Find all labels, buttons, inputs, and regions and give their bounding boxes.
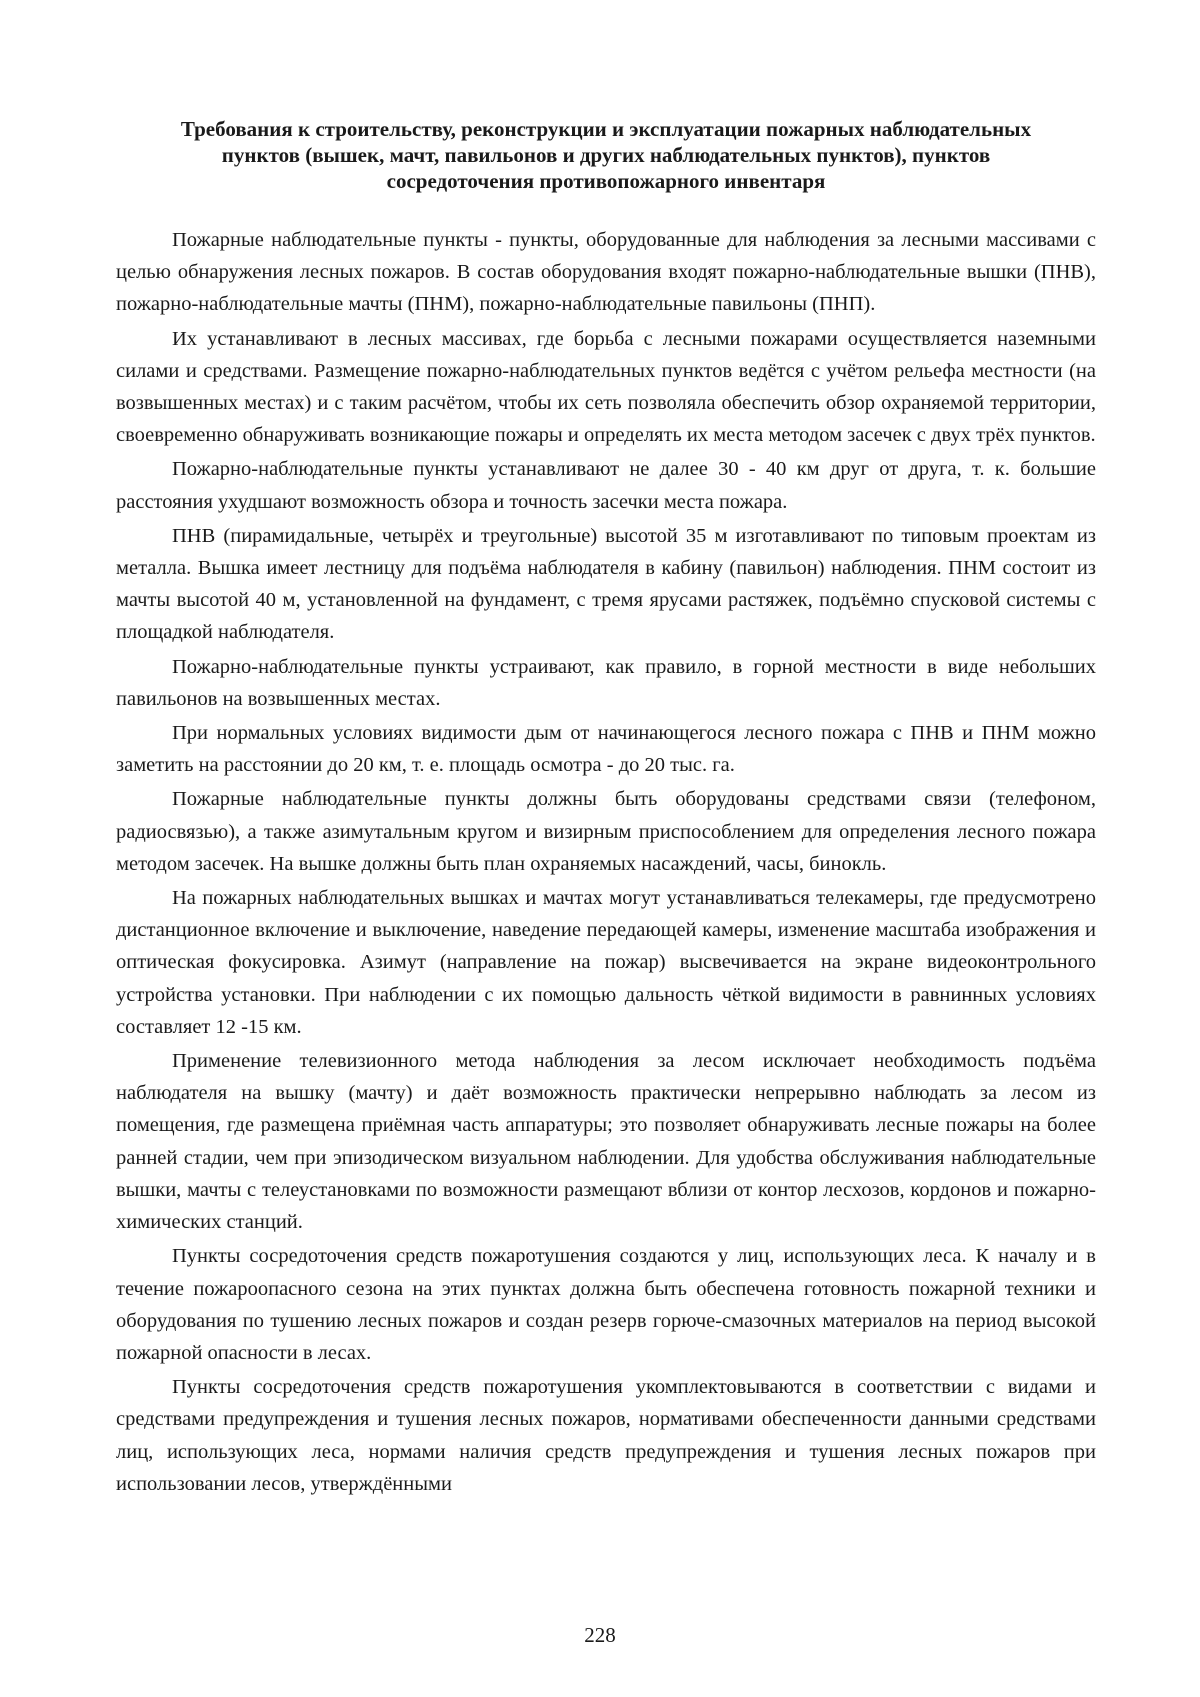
paragraph: На пожарных наблюдательных вышках и мачтах могут устанавливаться телекамеры, где предусмотрено дистанционное включение и выключение, наведение передающей камеры, изменение масштаба изображения и оптическая фокусировка. Азимут (направление на пожар) высвечивается на экране видеоконтрольного устройства установки. При наблюдении с их помощью дальность чёткой видимости в равнинных условиях составляет 12 -15 км. bbox=[116, 887, 1096, 1038]
paragraph: Пункты сосредоточения средств пожаротушения создаются у лиц, использующих леса. К началу и в течение пожароопасного сезона на этих пунктах должна быть обеспечена готовность пожарной техники и оборудования по тушению лесных пожаров и создан резерв горюче-смазочных материалов на период высокой пожарной опасности в лесах. bbox=[116, 1245, 1096, 1364]
page-number: 228 bbox=[584, 1623, 616, 1647]
paragraph: ПНВ (пирамидальные, четырёх и треугольные) высотой 35 м изготавливают по типовым проектам из металла. Вышка имеет лестницу для подъёма наблюдателя в кабину (павильон) наблюдения. ПНМ состоит из мачты высотой 40 м, установленной на фундамент, с тремя ярусами растяжек, подъёмно спусковой системы с площадкой наблюдателя. bbox=[116, 524, 1096, 644]
paragraph: Их устанавливают в лесных массивах, где борьба с лесными пожарами осуществляется наземными силами и средствами. Размещение пожарно-наблюдательных пунктов ведётся с учётом рельефа местности (на возвышенных местах) и с таким расчётом, чтобы их сеть позволяла обеспечить обзор охраняемой территории, своевременно обнаруживать возникающие пожары и определять их места методом засечек с двух трёх пунктов. bbox=[116, 327, 1096, 447]
paragraph: При нормальных условиях видимости дым от начинающегося лесного пожара с ПНВ и ПНМ можно заметить на расстоянии до 20 км, т. е. площадь осмотра - до 20 тыс. га. bbox=[116, 722, 1096, 777]
paragraph: Пункты сосредоточения средств пожаротушения укомплектовываются в соответствии с видами и средствами предупреждения и тушения лесных пожаров, нормативами обеспеченности данными средствами лиц, использующих леса, нормами наличия средств предупреждения и тушения лесных пожаров при использовании лесов, утверждёнными bbox=[116, 1376, 1096, 1495]
paragraph: Пожарно-наблюдательные пункты устанавливают не далее 30 - 40 км друг от друга, т. к. большие расстояния ухудшают возможность обзора и точность засечки места пожара. bbox=[116, 458, 1096, 513]
paragraph: Пожарные наблюдательные пункты должны быть оборудованы средствами связи (телефоном, радиосвязью), а также азимутальным кругом и визирным приспособлением для определения лесного пожара методом засечек. На вышке должны быть план охраняемых насаждений, часы, бинокль. bbox=[116, 788, 1096, 875]
paragraph: Пожарно-наблюдательные пункты устраивают, как правило, в горной местности в виде небольших павильонов на возвышенных местах. bbox=[116, 655, 1096, 710]
paragraph: Применение телевизионного метода наблюдения за лесом исключает необходимость подъёма наблюдателя на вышку (мачту) и даёт возможность практически непрерывно наблюдать за лесом из помещения, где размещена приёмная часть аппаратуры; это позволяет обнаруживать лесные пожары на более ранней стадии, чем при эпизодическом визуальном наблюдении. Для удобства обслуживания наблюдательные вышки, мачты с телеустановками по возможности размещают вблизи от контор лесхозов, кордонов и пожарно-химических станций. bbox=[116, 1050, 1096, 1234]
section-title: Требования к строительству, реконструкции и эксплуатации пожарных наблюдательных пунктов (вышек, мачт, павильонов и других наблюдательных пунктов), пунктов сосредоточения противопожарного инвентаря bbox=[180, 117, 1032, 193]
body-text bbox=[116, 224, 1096, 1502]
paragraph: Пожарные наблюдательные пункты - пункты, оборудованные для наблюдения за лесными массивами с целью обнаружения лесных пожаров. В состав оборудования входят пожарно-наблюдательные вышки (ПНВ), пожарно-наблюдательные мачты (ПНМ), пожарно-наблюдательные павильоны (ПНП). bbox=[116, 229, 1096, 316]
